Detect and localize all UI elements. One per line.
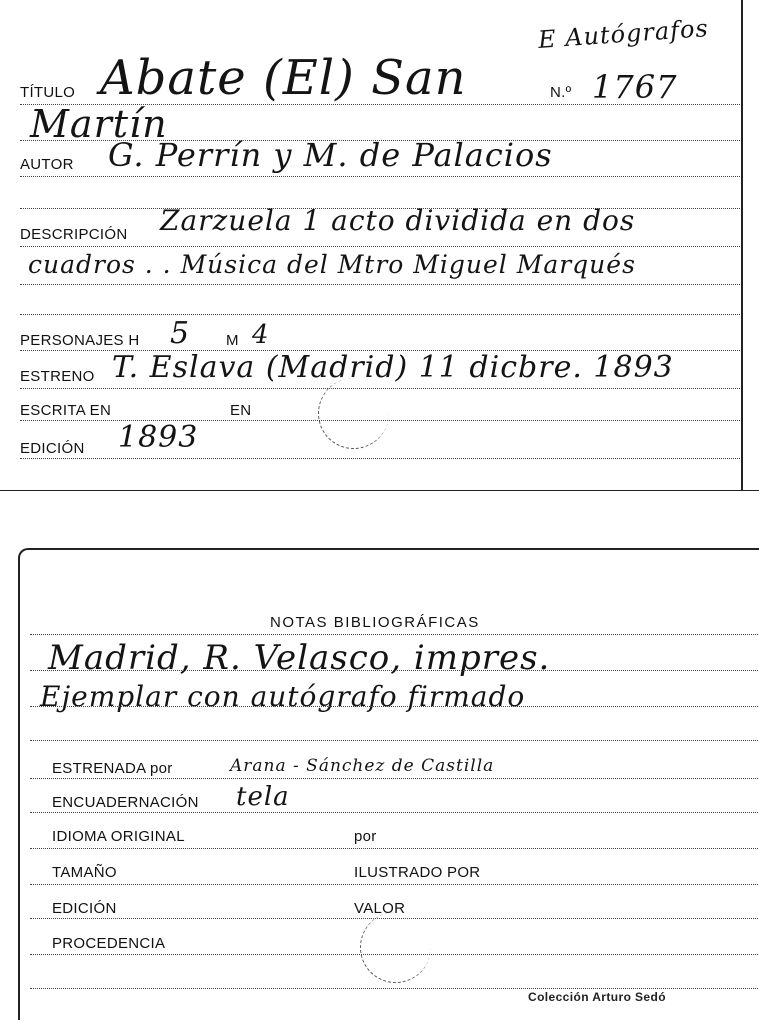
catalog-card-top [0,0,743,490]
numero-value: 1767 [592,68,678,106]
coleccion-stamp: Colección Arturo Sedó [528,990,666,1004]
estreno-value: T. Eslava (Madrid) 11 dicbre. 1893 [112,350,674,385]
rule-notas2 [30,706,758,707]
titulo-label: TÍTULO [20,84,76,101]
rule-edicion [20,458,740,459]
notas-heading: NOTAS BIBLIOGRÁFICAS [270,614,480,631]
personajes-m-label: M [226,332,239,349]
rule-tamano [30,884,758,885]
procedencia-label: PROCEDENCIA [52,935,166,952]
card-bottom-edge [0,490,759,491]
estrenada-value: Arana - Sánchez de Castilla [230,756,495,776]
rule-heading [30,634,758,635]
punch-hole [318,378,389,449]
personajes-m-value: 4 [252,320,270,350]
personajes-h-value: 5 [170,316,191,351]
autor-value: G. Perrín y M. de Palacios [108,136,553,174]
tamano-label: TAMAÑO [52,864,117,881]
notas-line1: Madrid, R. Velasco, impres. [48,638,551,678]
notas-line2: Ejemplar con autógrafo firmado [40,680,526,713]
rule-final [30,988,758,989]
corner-note: E Autógrafos [537,14,710,54]
rule-estrenada [30,778,758,779]
rule-encuadernacion [30,812,758,813]
escrita-en-label: ESCRITA EN [20,402,112,419]
edicion-bottom-label: EDICIÓN [52,900,117,917]
autor-label: AUTOR [20,156,74,173]
edicion-value: 1893 [118,420,199,455]
rule-idioma [30,848,758,849]
rule-descripcion2 [20,284,740,285]
encuadernacion-value: tela [236,782,290,812]
en-label: EN [230,402,252,419]
titulo-value-line1: Abate (El) San [100,50,467,106]
rule-autor [20,176,740,177]
estrenada-label: ESTRENADA por [52,760,173,777]
descripcion-value-line2: cuadros . . Música del Mtro Miguel Marqués [28,250,636,279]
estreno-label: ESTRENO [20,368,95,385]
idioma-label: IDIOMA ORIGINAL [52,828,185,845]
numero-label: N.º [550,84,572,101]
descripcion-value-line1: Zarzuela 1 acto dividida en dos [160,204,636,237]
rule-blank3 [30,740,758,741]
valor-label: VALOR [354,900,406,917]
catalog-card-bottom [18,548,759,1020]
titulo-value-line2: Martín [30,102,168,146]
edicion-label: EDICIÓN [20,440,85,457]
ilustrado-label: ILUSTRADO POR [354,864,481,881]
punch-hole-bottom [360,912,431,983]
por-label: por [354,828,377,845]
encuadernacion-label: ENCUADERNACIÓN [52,794,199,811]
rule-blank2 [20,314,740,315]
rule-descripcion [20,246,740,247]
personajes-label: PERSONAJES H [20,332,140,349]
descripcion-label: DESCRIPCIÓN [20,226,128,243]
rule-notas1 [30,670,758,671]
rule-estreno [20,388,740,389]
